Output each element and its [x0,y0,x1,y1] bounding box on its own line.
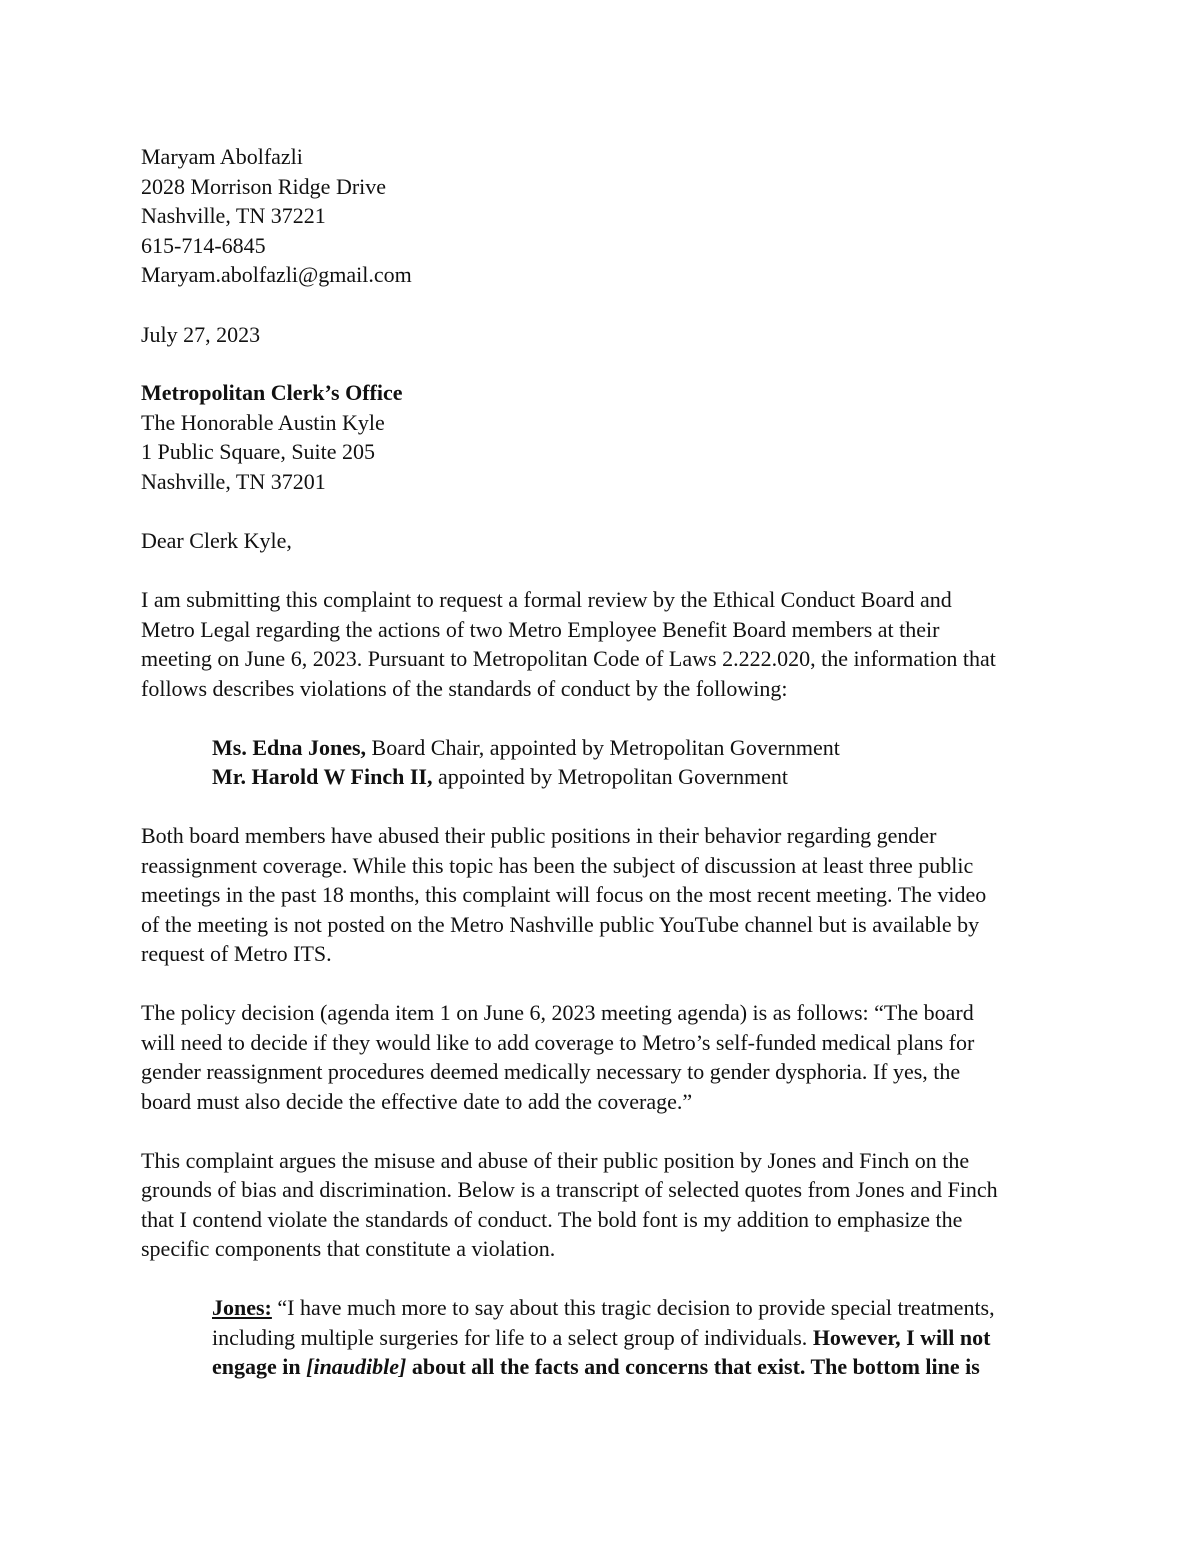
quote-jones [212,1293,1081,1382]
paragraph-line: This complaint argues the misuse and abuse of their public position by Jones and Finch on the [141,1147,970,1173]
member-role: appointed by Metropolitan Government [432,764,789,789]
quote-speaker: Jones: [212,1295,272,1320]
recipient-address [141,378,1081,496]
paragraph-line: of the meeting is not posted on the Metro Nashville public YouTube channel but is available by [141,911,980,937]
paragraph-line: Both board members have abused their public positions in their behavior regarding gender [141,823,937,848]
paragraph-line: Metro Legal regarding the actions of two Metro Employee Benefit Board members at their [141,616,940,642]
sender-street: 2028 Morrison Ridge Drive [141,173,387,199]
board-member-jones [212,733,1081,763]
salutation-text: Dear Clerk Kyle, [141,528,292,553]
quote-emphasis: about all the facts and concerns that exist. The bottom line is [406,1354,980,1379]
date-text: July 27, 2023 [141,321,261,347]
paragraph-line: that I contend violate the standards of conduct. The bold font is my addition to emphasize the [141,1206,963,1232]
paragraph-line: request of Metro ITS. [141,941,332,966]
salutation [141,526,1081,556]
letter-page [141,142,1081,1382]
quote-emphasis: engage in [212,1354,307,1379]
letter-date [141,320,1081,350]
paragraph-complaint [141,1146,1081,1264]
paragraph-abuse [141,821,1081,969]
paragraph-line: reassignment coverage. While this topic has been the subject of discussion at least three public [141,852,974,878]
recipient-office: Metropolitan Clerk’s Office [141,380,403,405]
board-members-list [212,733,1081,792]
quote-inaudible: [inaudible] [306,1354,407,1379]
paragraph-line: The policy decision (agenda item 1 on June 6, 2023 meeting agenda) is as follows: “The board [141,1000,974,1025]
board-member-finch [212,762,1081,792]
recipient-city: Nashville, TN 37201 [141,468,326,494]
member-role: Board Chair, appointed by Metropolitan Government [366,734,840,760]
sender-city: Nashville, TN 37221 [141,203,326,228]
paragraph-line: follows describes violations of the standards of conduct by the following: [141,675,788,701]
recipient-street: 1 Public Square, Suite 205 [141,439,376,464]
paragraph-line: board must also decide the effective date to add the coverage.” [141,1088,693,1114]
paragraph-line: meetings in the past 18 months, this complaint will focus on the most recent meeting. The video [141,882,987,907]
quote-text: including multiple surgeries for life to a select group of individuals. [212,1324,813,1350]
sender-phone: 615-714-6845 [141,232,266,258]
paragraph-policy [141,998,1081,1116]
sender-address [141,142,1081,290]
paragraph-intro [141,585,1081,703]
quote-line [212,1323,1081,1353]
sender-name: Maryam Abolfazli [141,144,303,169]
quote-text: “I have much more to say about this tragic decision to provide special treatments, [271,1295,995,1320]
recipient-name: The Honorable Austin Kyle [141,409,385,435]
paragraph-line: meeting on June 6, 2023. Pursuant to Metropolitan Code of Laws 2.222.020, the information that [141,646,996,671]
paragraph-line: gender reassignment procedures deemed medically necessary to gender dysphoria. If yes, the [141,1059,961,1084]
paragraph-line: grounds of bias and discrimination. Below is a transcript of selected quotes from Jones and Finch [141,1177,998,1202]
quote-line [212,1352,1081,1382]
paragraph-line: I am submitting this complaint to request a formal review by the Ethical Conduct Board and [141,587,952,612]
member-name: Mr. Harold W Finch II, [212,764,433,789]
quote-emphasis: However, I will not [812,1324,991,1350]
sender-email: Maryam.abolfazli@gmail.com [141,262,412,287]
paragraph-line: will need to decide if they would like to add coverage to Metro’s self-funded medical plans for [141,1029,975,1055]
member-name: Ms. Edna Jones, [212,734,367,760]
quote-line [212,1293,1081,1323]
paragraph-line: specific components that constitute a violation. [141,1236,556,1261]
